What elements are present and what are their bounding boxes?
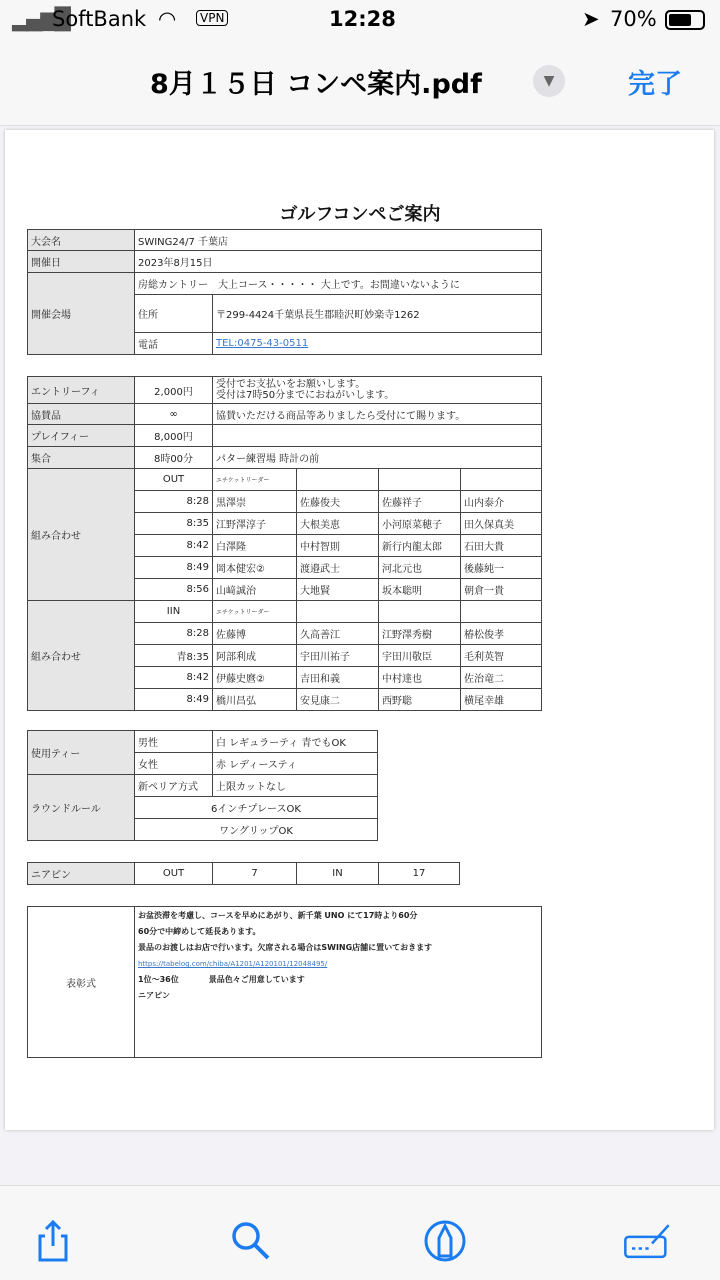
nearpin-out: OUT	[135, 863, 213, 885]
vpn-badge: VPN	[196, 10, 228, 26]
player-name: 山内泰介	[461, 491, 542, 513]
player-name: 中村達也	[379, 667, 461, 689]
nearpin-in-hole: 17	[379, 863, 460, 885]
label: 開催日	[28, 251, 135, 273]
meet-time: 8時00分	[135, 447, 213, 469]
prize-value: ∞	[135, 404, 213, 425]
player-name: 佐藤俊夫	[297, 491, 379, 513]
label: 住所	[135, 295, 213, 333]
search-icon[interactable]	[225, 1216, 275, 1266]
tee-time: 8:56	[135, 579, 213, 601]
rules-table	[27, 730, 378, 841]
label: 表彰式	[28, 907, 135, 1058]
player-name: 山﨑誠治	[213, 579, 297, 601]
nearpin-in: IN	[297, 863, 379, 885]
player-name: 後藤純一	[461, 557, 542, 579]
label: ニアピン	[28, 863, 135, 885]
entry-fee: 2,000円	[135, 377, 213, 404]
player-name: 河北元也	[379, 557, 461, 579]
pairing-label: 組み合わせ	[28, 601, 135, 711]
tabelog-link[interactable]: https://tabelog.com/chiba/A1201/A120101/12048495/	[138, 960, 328, 968]
carrier: SoftBank	[52, 7, 147, 31]
player-name: 毛利英智	[461, 645, 542, 667]
entry-note: 受付は7時50分までにおねがいします。	[216, 390, 395, 401]
player-name: 石田大貴	[461, 535, 542, 557]
tee-time: 8:42	[135, 667, 213, 689]
player-name: 渡邉武士	[297, 557, 379, 579]
player-name: 西野聡	[379, 689, 461, 711]
award-line: 景品のお渡しはお店で行います。欠席される場合はSWING店舗に置いておきます	[138, 943, 433, 952]
player-name: 大根美恵	[297, 513, 379, 535]
player-name: 宇田川祐子	[297, 645, 379, 667]
label: ラウンドルール	[28, 775, 135, 841]
event-date: 2023年8月15日	[135, 251, 542, 273]
info-table	[27, 229, 542, 355]
location-icon: ➤	[582, 7, 600, 31]
share-icon[interactable]	[28, 1216, 78, 1266]
award-nearpin: ニアピン	[138, 991, 170, 1000]
player-name: 岡本健宏②	[213, 557, 297, 579]
prize-note: 協賛いただける商品等ありましたら受付にて賜ります。	[213, 404, 542, 425]
player-name: 安見康二	[297, 689, 379, 711]
label: 新ペリア方式	[135, 775, 213, 797]
player-name: 江野澤秀樹	[379, 623, 461, 645]
venue: 房総カントリー 大上コース・・・・・ 大上です。お間違いないように	[135, 273, 542, 295]
player-name: 田久保真美	[461, 513, 542, 535]
doc-heading: ゴルフコンペご案内	[279, 204, 441, 225]
label: 大会名	[28, 230, 135, 251]
peoria-note: 上限カットなし	[213, 775, 378, 797]
tee-time: 青8:35	[135, 645, 213, 667]
label: 女性	[135, 753, 213, 775]
course-label: OUT	[135, 469, 213, 491]
label: プレイフィー	[28, 425, 135, 447]
entry-note: 受付でお支払いをお願いします。	[216, 379, 366, 390]
player-name: 佐治竜二	[461, 667, 542, 689]
award-line: 60分で中締めして延長あります。	[138, 927, 261, 936]
address: 〒299-4424千葉県長生郡睦沢町妙楽寺1262	[213, 295, 542, 333]
bottom-toolbar	[0, 1185, 720, 1280]
status-bar	[0, 0, 720, 40]
tee-time: 8:35	[135, 513, 213, 535]
event-name: SWING24/7 千葉店	[135, 230, 542, 251]
player-name: 新行内龍太郎	[379, 535, 461, 557]
signal-icon: ▂▄▆█	[12, 7, 69, 31]
label: 男性	[135, 731, 213, 753]
play-fee: 8,000円	[135, 425, 213, 447]
tee-time: 8:28	[135, 491, 213, 513]
player-name: 伊藤史麿②	[213, 667, 297, 689]
player-name: 宇田川敬臣	[379, 645, 461, 667]
player-name: 久高善江	[297, 623, 379, 645]
player-name: 白澤隆	[213, 535, 297, 557]
etiquette-leader-header: エチケットリーダー	[213, 469, 297, 491]
women-tee: 赤 レディースティ	[213, 753, 378, 775]
player-name: 坂本聡明	[379, 579, 461, 601]
award-table	[27, 906, 542, 1058]
battery-icon	[665, 10, 705, 30]
rule: 6インチプレースOK	[135, 797, 378, 819]
rank: 1位〜36位	[138, 975, 179, 984]
pairing-label: 組み合わせ	[28, 469, 135, 601]
player-name: 吉田和義	[297, 667, 379, 689]
player-name: 椿松俊孝	[461, 623, 542, 645]
player-name: 大地賢	[297, 579, 379, 601]
phone-link[interactable]: TEL:0475-43-0511	[216, 338, 309, 349]
label: 使用ティー	[28, 731, 135, 775]
label: 電話	[135, 333, 213, 355]
clock: 12:28	[329, 7, 396, 31]
player-name: 中村智則	[297, 535, 379, 557]
fees-pairing-table	[27, 376, 542, 711]
tee-time: 8:42	[135, 535, 213, 557]
award-line: お盆渋滞を考慮し、コースを早めにあがり、新千葉 UNO にて17時より60分	[138, 911, 418, 920]
label: 協賛品	[28, 404, 135, 425]
done-button[interactable]: 完了	[628, 69, 682, 100]
etiquette-leader-header: エチケットリーダー	[213, 601, 297, 623]
men-tee: 白 レギュラーティ 青でもOK	[213, 731, 378, 753]
player-name: 佐藤祥子	[379, 491, 461, 513]
player-name: 佐藤博	[213, 623, 297, 645]
player-name: 小河原菜穂子	[379, 513, 461, 535]
tee-time: 8:28	[135, 623, 213, 645]
rank-note: 景品色々ご用意しています	[208, 975, 305, 984]
nearpin-table	[27, 862, 460, 885]
label: 開催会場	[28, 273, 135, 355]
tee-time: 8:49	[135, 689, 213, 711]
rule: ワングリップOK	[135, 819, 378, 841]
fill-sign-icon[interactable]	[622, 1216, 672, 1266]
markup-icon[interactable]	[420, 1216, 470, 1266]
wifi-icon: ◠	[158, 7, 177, 31]
player-name: 阿部利成	[213, 645, 297, 667]
course-label: IIN	[135, 601, 213, 623]
player-name: 江野澤淳子	[213, 513, 297, 535]
battery-percent: 70%	[610, 7, 657, 31]
document-title: 8月１５日 コンペ案内.pdf	[150, 69, 482, 100]
chevron-down-icon[interactable]: ▼	[533, 65, 565, 97]
label: 集合	[28, 447, 135, 469]
tee-time: 8:49	[135, 557, 213, 579]
player-name: 朝倉一貴	[461, 579, 542, 601]
player-name: 黒澤崇	[213, 491, 297, 513]
player-name: 横尾幸雄	[461, 689, 542, 711]
meet-place: パター練習場 時計の前	[213, 447, 542, 469]
player-name: 橋川昌弘	[213, 689, 297, 711]
nearpin-out-hole: 7	[213, 863, 297, 885]
nav-bar	[0, 40, 720, 126]
label: エントリーフィ	[28, 377, 135, 404]
